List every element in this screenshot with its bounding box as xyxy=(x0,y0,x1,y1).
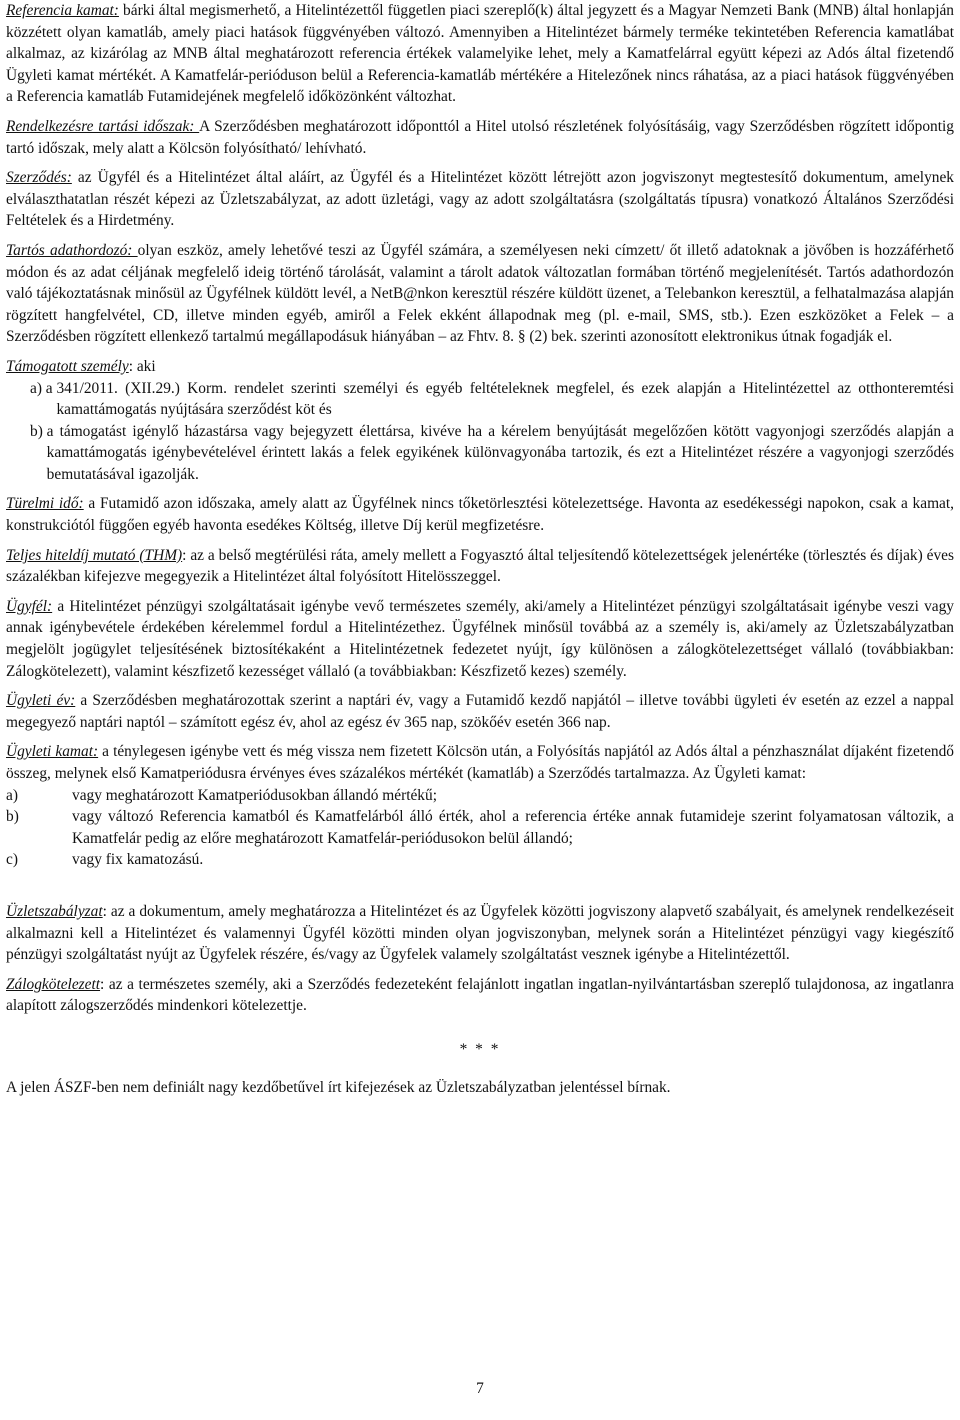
definition-term: Ügyfél: xyxy=(6,597,53,615)
definition-term: Üzletszabályzat xyxy=(6,902,103,920)
definition-heading xyxy=(6,356,954,378)
definition-heading xyxy=(6,741,954,784)
definition-text: a Hitelintézet pénzügyi szolgáltatásait igénybe vevő természetes személy, aki/amely a Hitelintézet pénzügyi szolgáltatásait igénybe veszi vagy annak igénybevétele érdekében kérelemmel fordul a Hitelintézethez. Ügyfélnek minősül továbbá az a személy is, aki/amely az Üzletszabályzatban megjelölt jogügylet teljesítésének biztosítékaként a Hitelintézetnek fedezetet nyújt, így különösen a zálogkötelezettséget vállaló (továbbiakban: Zálogkötelezett), valamint készfizető kezességet vállaló (a továbbiakban: Készfizető kezes) személy. xyxy=(6,597,954,680)
page-number: 7 xyxy=(476,1380,484,1397)
definition-term: Ügyleti kamat: xyxy=(6,743,99,761)
definition-referencia-kamat xyxy=(6,0,954,108)
definition-rendelkezesre-tartasi-idoszak xyxy=(6,116,954,159)
definition-term: Referencia kamat: xyxy=(6,2,119,19)
list-marker: c) xyxy=(6,851,18,869)
definition-term: Szerződés: xyxy=(6,169,72,187)
definition-term: Támogatott személy xyxy=(6,357,129,375)
list-marker: a) xyxy=(6,786,18,804)
definition-zalogkotelezett xyxy=(6,974,954,1017)
list-text: vagy változó Referencia kamatból és Kamatfelárból álló érték, ahol a referencia értéke annak futamideje szerint folyamatosan változik, a Kamatfelár pedig az előre meghatározott Kamatfelár-periódusokon belül állandó; xyxy=(72,808,954,847)
definition-term: Teljes hiteldíj mutató (THM) xyxy=(6,546,183,564)
definition-term: Rendelkezésre tartási időszak: xyxy=(6,117,200,135)
definition-term: Tartós adathordozó: xyxy=(6,241,138,259)
definition-text: a Szerződésben meghatározottak szerint a naptári év, vagy a Futamidő kezdő napjától – illetve további ügyleti év esetén az ezzel a nappal megegyező naptári naptól – számított egész év, ahol az egész év 365 nap, szökőév esetén 366 nap. xyxy=(6,692,954,731)
list-text: 341/2011. (XII.29.) Korm. rendelet szerinti személyi és egyéb feltételeknek megfelel, és ezek alapján a Hitelintézettel az otthonteremtési kamattámogatás nyújtására szerződést köt és xyxy=(56,379,954,419)
list-text: a támogatást igénylő házastársa vagy bejegyzett élettársa, kivéve ha a kérelem benyújtását megelőzően kötött vagyonjogi szerződés alapján a kamattámogatás igénybevételével érintett lakás a felek egyikének különvagyonába tartozik, és ezt a Hitelintézet részére a vagyonjogi szerződés bemutatásával igazolják. xyxy=(46,422,954,483)
list-item xyxy=(6,378,954,421)
list-item xyxy=(6,806,954,849)
definition-text: : az a belső megtérülési ráta, amely mellett a Fogyasztó által teljesítendő kötelezettségek jelenértéke (törlesztés és díjak) éves százalékban kifejezve megegyezik a Hitelintézet által folyósított Hitelösszeggel. xyxy=(6,546,954,586)
definition-term: Türelmi idő: xyxy=(6,495,84,513)
list-marker: a) a xyxy=(30,379,57,397)
definition-text: : aki xyxy=(128,357,156,375)
definition-text: bárki által megismerhető, a Hitelintézettől független piaci szereplő(k) által jegyzett és a Magyar Nemzeti Bank (MNB) által honlapján közzétett olyan kamatláb, amely piaci hatások függvényében változó. Amennyiben a Hitelintézet bármely terméke tekintetében Referencia kamatlábat alkalmaz, az kizárólag az MNB által meghatározott referencia értékek valamelyike lehet, mely a Kamatfelárral együtt képezi az Adós által fizetendő Ügyleti kamat mértékét. A Kamatfelár-perióduson belül a Referencia-kamatláb mértékére a Hitelezőnek nincs ráhatása, az a piaci hatások függvényében a Referencia kamatláb Futamidejének megfelelő időközönként változhat. xyxy=(6,2,955,106)
definition-text: A Szerződésben meghatározott időponttól a Hitel utolsó részletének folyósításáig, vagy Szerződésben rögzített időpontig tartó időszak, mely alatt a Kölcsön folyósítható/ lehívható. xyxy=(6,117,954,157)
definition-ugyleti-kamat xyxy=(6,741,954,871)
list-item xyxy=(6,785,954,807)
definition-text: : az a dokumentum, amely meghatározza a Hitelintézet és az Ügyfelek közötti jogviszony alapvető szabályait, és amelynek rendelkezéseit alkalmazni kell a Hitelintézet és valamennyi Ügyfél közötti minden olyan jogviszonyban, melynek során a Hitelintézet pénzügyi vagy kiegészítő pénzügyi szolgáltatást nyújt az Ügyfelek részére, és/vagy az Ügyfelek valamely szolgáltatást vesznek igénybe a Hitelintézettől. xyxy=(6,902,954,964)
list-marker: b) xyxy=(30,422,47,440)
definition-szerzodes xyxy=(6,167,954,232)
definition-tartos-adathordozo xyxy=(6,240,954,348)
list-marker: b) xyxy=(6,808,19,826)
closing-note: A jelen ÁSZF-ben nem definiált nagy kezdőbetűvel írt kifejezések az Üzletszabályzatban jelentéssel bírnak. xyxy=(6,1078,671,1096)
definition-term: Zálogkötelezett xyxy=(6,975,101,993)
definition-uzletszabalyzat xyxy=(6,901,954,966)
document-page xyxy=(6,0,954,1420)
list-item xyxy=(6,849,954,871)
definition-text: olyan eszköz, amely lehetővé teszi az Ügyfél számára, a személyesen neki címzett/ őt illető adatoknak a jövőben is hozzáférhető módon és az adat céljának megfelelő ideig történő tárolását, valamint a tárolt adatok változatlan formában történő megjelenítését. Tartós adathordozón való tájékoztatásnak minősül az Ügyfélnek küldött levél, a NetB@nkon keresztül részére küldött üzenet, a Telebankon keresztül, a felhatalmazása alapján rögzített hangfelvétel, CD, illetve minden egyéb, amiről a Felek ekként állapodnak meg (pl. e-mail, SMS, stb.). Ezen eszközöket a Felek – a Szerződésben rögzített ellenkező tartalmú megállapodásuk hiányában – az Fhtv. 8. § (2) bek. szerinti azonosított elektronikus útnak fogadják el. xyxy=(6,241,955,346)
definition-turelmi-ido xyxy=(6,493,954,536)
definition-term: Ügyleti év: xyxy=(6,692,76,710)
definition-ugyleti-ev xyxy=(6,690,954,733)
definition-text: az Ügyfél és a Hitelintézet által aláírt, az Ügyfél és a Hitelintézet között létrejött azon jogviszonyt megtestesítő dokumentum, amelynek elválaszthatatlan részét képezi az Üzletszabályzat, az adott üzletági, vagy az adott szolgáltatásra (szolgáltatás típusra) vonatkozó Általános Szerződési Feltételek és a Hirdetmény. xyxy=(6,169,954,230)
section-separator: * * * xyxy=(459,1040,501,1058)
definition-text: : az a természetes személy, aki a Szerződés fedezeteként felajánlott ingatlan ingatlan-nyilvántartásban szereplő tulajdonosa, az ingatlanra alapított zálogszerződés mindenkori kötelezettje. xyxy=(6,975,954,1015)
definition-ugyfel xyxy=(6,596,954,682)
definition-text: a ténylegesen igénybe vett és még vissza nem fizetett Kölcsön után, a Folyósítás napjától az Adós által a pénzhasználat díjaként fizetendő összeg, melynek első Kamatperiódusra érvényes éves százalékos mértékét (kamatláb) a Szerződés tartalmazza. Az Ügyleti kamat: xyxy=(6,743,954,782)
list-item xyxy=(6,421,954,486)
definition-text: a Futamidő azon időszaka, amely alatt az Ügyfélnek nincs tőketörlesztési kötelezettsége. Havonta az esedékességi napokon, csak a kamat, konstrukciótól függően egyéb havonta esedékes Költség, illetve Díj kerül megfizetésre. xyxy=(6,495,955,535)
list-text: vagy fix kamatozású. xyxy=(72,851,204,869)
definition-tamogatott-szemely xyxy=(6,356,954,486)
definition-thm xyxy=(6,545,954,588)
list-text: vagy meghatározott Kamatperiódusokban állandó mértékű; xyxy=(72,786,437,804)
